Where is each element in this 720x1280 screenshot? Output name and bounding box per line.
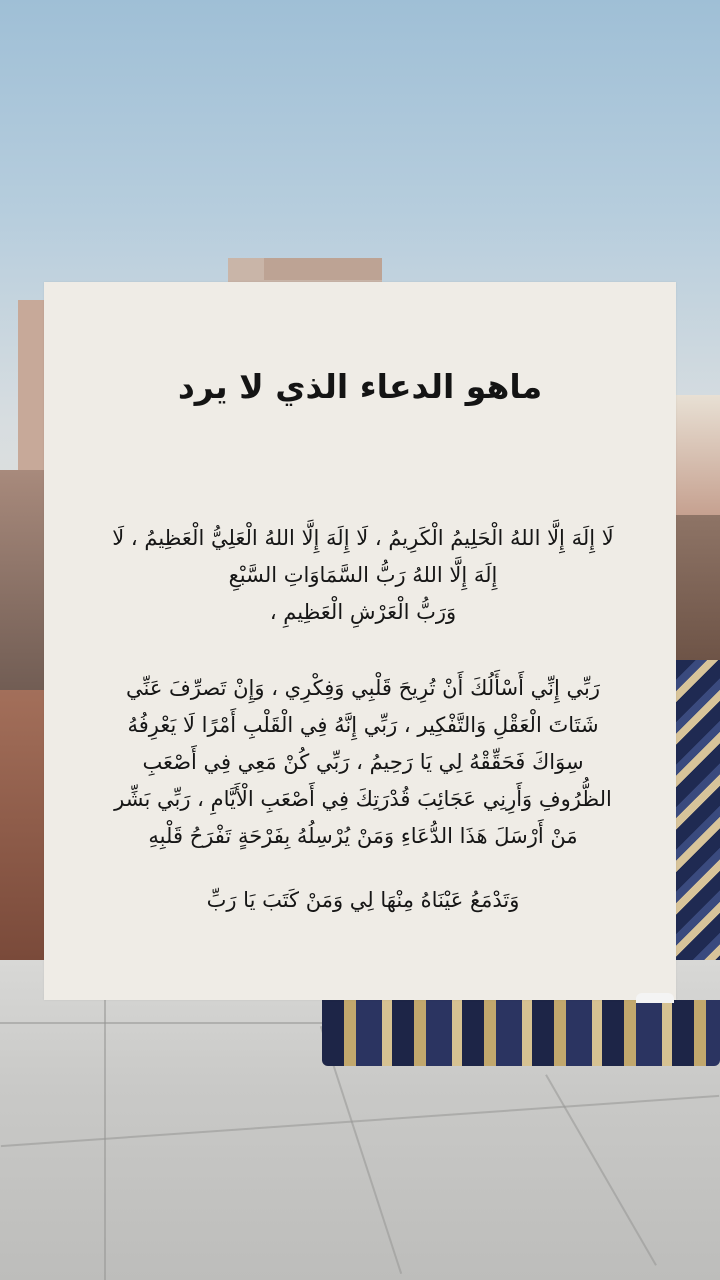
building-right — [676, 395, 720, 515]
paragraph-line: مَنْ أَرْسَلَ هَذَا الدُّعَاءِ وَمَنْ يُرْسِلُهُ بِفَرْحَةٍ تَفْرَحُ قَلْبِهِ — [148, 824, 578, 848]
paragraph-3 — [110, 882, 616, 919]
paragraph-2 — [110, 670, 616, 855]
building-right-lower — [676, 515, 720, 665]
tile-line — [104, 960, 106, 1280]
paragraph-line: لَا إِلَهَ إِلَّا اللهُ الْحَلِيمُ الْكَرِيمُ ، لَا إِلَهَ إِلَّا اللهُ الْعَلِيُّ الْعَظِيمُ ، لَا — [112, 526, 614, 550]
paragraph-line: الظُّرُوفِ وَأَرِنِي عَجَائِبَ قُدْرَتِكَ فِي أَصْعَبِ الْأَيَّامِ ، رَبِّي بَشِّر — [114, 787, 612, 811]
paragraph-line: رَبِّي إِنِّي أَسْأَلُكَ أَنْ تُرِيحَ قَلْبِي وَفِكْرِي ، وَإِنْ تَصرِّفَ عَنِّي — [125, 676, 601, 700]
card-title: ماهو الدعاء الذي لا يرد — [177, 367, 543, 406]
paragraph-line: إِلَهَ إِلَّا اللهُ رَبُّ السَّمَاوَاتِ السَّبْعِ — [228, 563, 498, 587]
text-card — [44, 282, 676, 1000]
tile-line — [1, 1095, 719, 1147]
sofa-base — [322, 1000, 720, 1066]
paragraph-line: شَتَاتَ الْعَقْلِ وَالتَّفْكِير ، رَبِّي إِنَّهُ فِي الْقَلْبِ أَمْرًا لَا يَعْرِفُهُ — [127, 713, 599, 737]
paragraph-1 — [110, 520, 616, 631]
paragraph-line: وَرَبُّ الْعَرْشِ الْعَظِيمِ ، — [269, 600, 457, 624]
brick-wall-left — [0, 690, 44, 960]
paragraph-line: سِوَاكَ فَحَقِّقْهُ لِي يَا رَحِيمُ ، رَبِّي كُنْ مَعِي فِي أَصْعَبِ — [142, 750, 584, 774]
corner-highlight — [636, 993, 674, 1003]
paragraph-line: وَتَدْمَعُ عَيْنَاهُ مِنْهَا لِي وَمَنْ كَتَبَ يَا رَبِّ — [206, 888, 520, 912]
building-left-lower — [0, 470, 44, 700]
building-tower — [264, 258, 382, 280]
